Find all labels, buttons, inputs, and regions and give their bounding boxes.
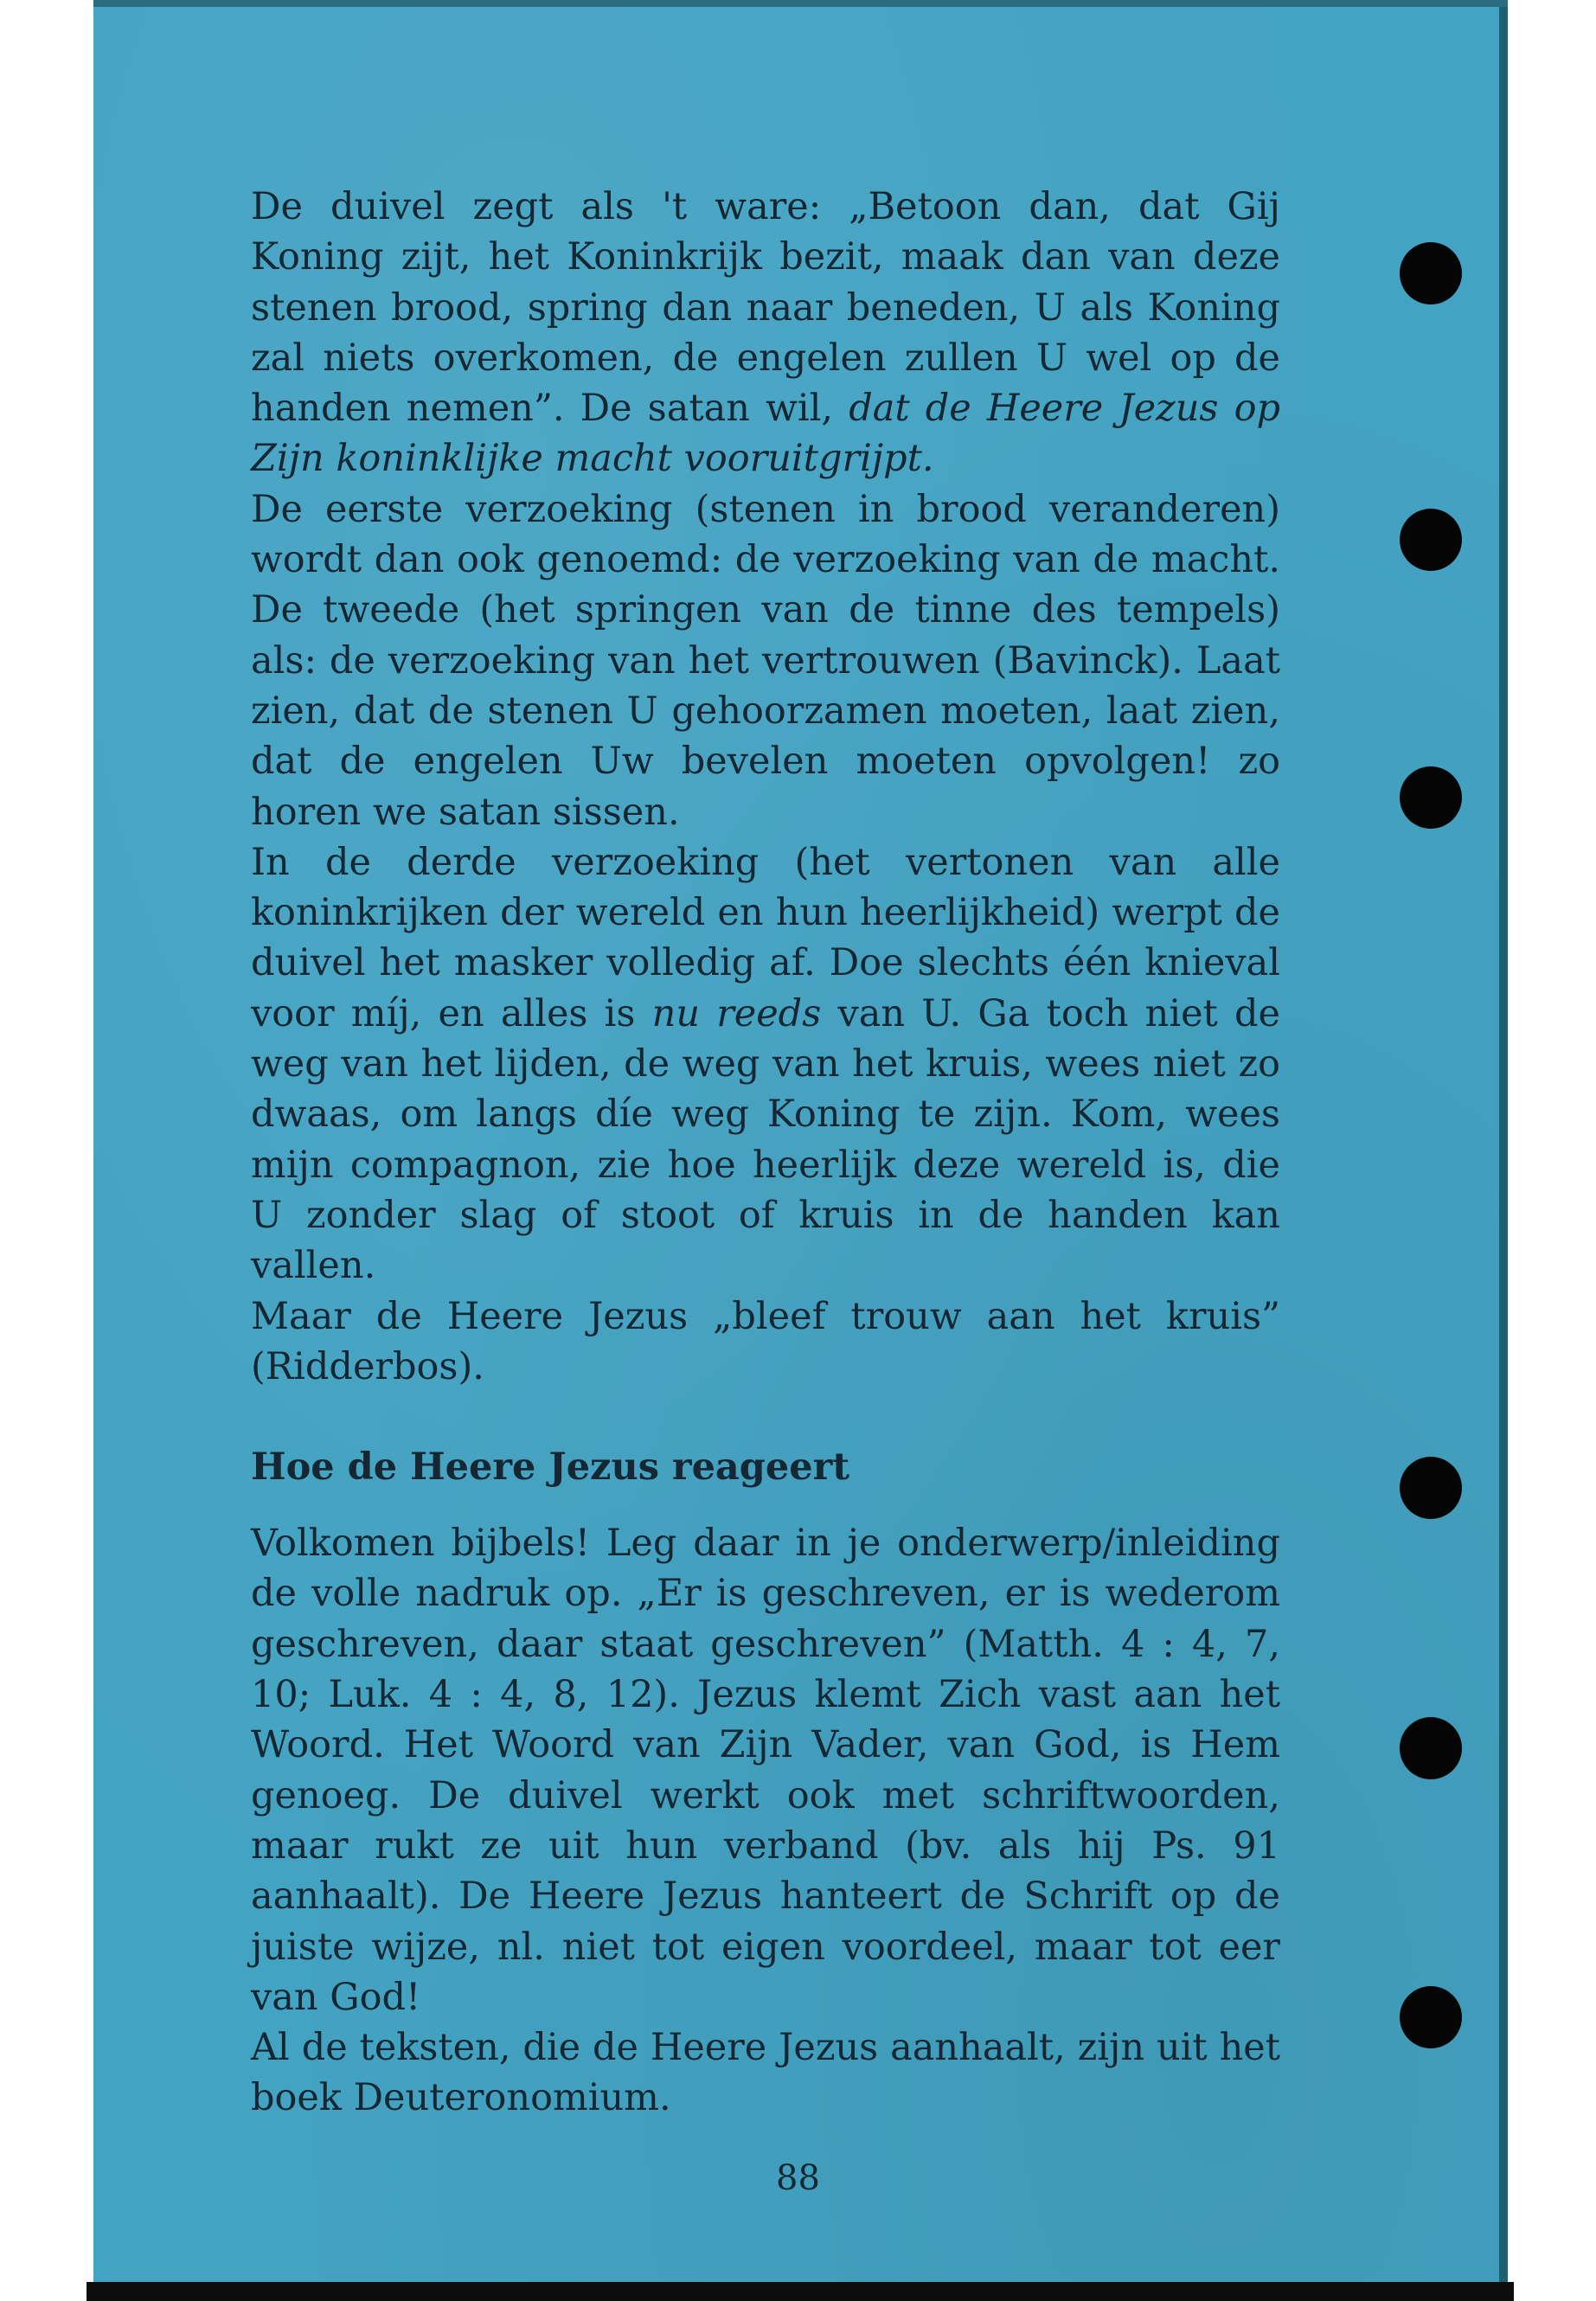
binder-hole-1: [1400, 242, 1462, 304]
binder-hole-2: [1400, 509, 1462, 571]
page-top-edge: [93, 0, 1508, 7]
italic-emphasis: nu reeds: [651, 991, 822, 1035]
paragraph-satan-challenge: [251, 182, 1280, 484]
body-text: [251, 182, 1280, 2124]
paragraph-faithful-to-cross: Maar de Heere Jezus „bleef trouw aan het kruis” (Ridderbos).: [251, 1294, 1280, 1388]
binder-hole-6: [1400, 1986, 1462, 2048]
italic-emphasis: dat de Heere Jezus op Zijn koninklijke macht vooruitgrijpt.: [251, 387, 1280, 481]
paragraph-third-temptation: [251, 837, 1280, 1292]
page-bottom-edge: [87, 2282, 1514, 2301]
paragraph-biblical-response: Volkomen bijbels! Leg daar in je onderwerp/inleiding de volle nadruk op. „Er is geschreven, er is wederom geschreven, daar staat geschreven” (Matth. 4 : 4, 7, 10; Luk. 4 : 4, 8, 12). Jezus klemt Zich vast aan het Woord. Het Woord van Zijn Vader, van God, is Hem genoeg. De duivel werkt ook met schriftwoorden, maar rukt ze uit hun verband (bv. als hij Ps. 91 aanhaalt). De Heere Jezus hanteert de Schrift op de juiste wijze, nl. niet tot eigen voordeel, maar tot eer van God!: [251, 1522, 1280, 2019]
paragraph-text: van U. Ga toch niet de weg van het lijden, de weg van het kruis, wees niet zo dwaas, om langs díe weg Koning te zijn. Kom, wees mijn compagnon, zie hoe heerlijk deze wereld is, die U zonder slag of stoot of kruis in de handen kan vallen.: [251, 991, 1280, 1288]
paragraph-text: De duivel zegt als 't ware: „Betoon dan, dat Gij Koning zijt, het Koninkrijk bezit, maak dan van deze stenen brood, spring dan naar beneden, U als Koning zal niets overkomen, de engelen zullen U wel op de handen nemen”. De satan wil,: [251, 185, 1280, 431]
paragraph-deuteronomy: Al de teksten, die de Heere Jezus aanhaalt, zijn uit het boek Deuteronomium.: [251, 2026, 1280, 2120]
page-right-edge: [1499, 7, 1508, 2282]
binder-hole-5: [1400, 1717, 1462, 1779]
binder-hole-3: [1400, 766, 1462, 829]
section-heading: Hoe de Heere Jezus reageert: [251, 1445, 850, 1490]
paragraph-text: In de derde verzoeking (het vertonen van alle koninkrijken der wereld en hun heerlijkheid) werpt de duivel het masker volledig af. Doe slechts één knieval voor míj, en alles is: [251, 840, 1280, 1035]
binder-hole-4: [1400, 1457, 1462, 1519]
paragraph-first-temptations: De eerste verzoeking (stenen in brood veranderen) wordt dan ook genoemd: de verzoeking van de macht. De tweede (het springen van de tinne des tempels) als: de verzoeking van het vertrouwen (Bavinck). Laat zien, dat de stenen U gehoorzamen moeten, laat zien, dat de engelen Uw bevelen moeten opvolgen! zo horen we satan sissen.: [251, 487, 1280, 834]
page-number: 88: [776, 2158, 820, 2198]
